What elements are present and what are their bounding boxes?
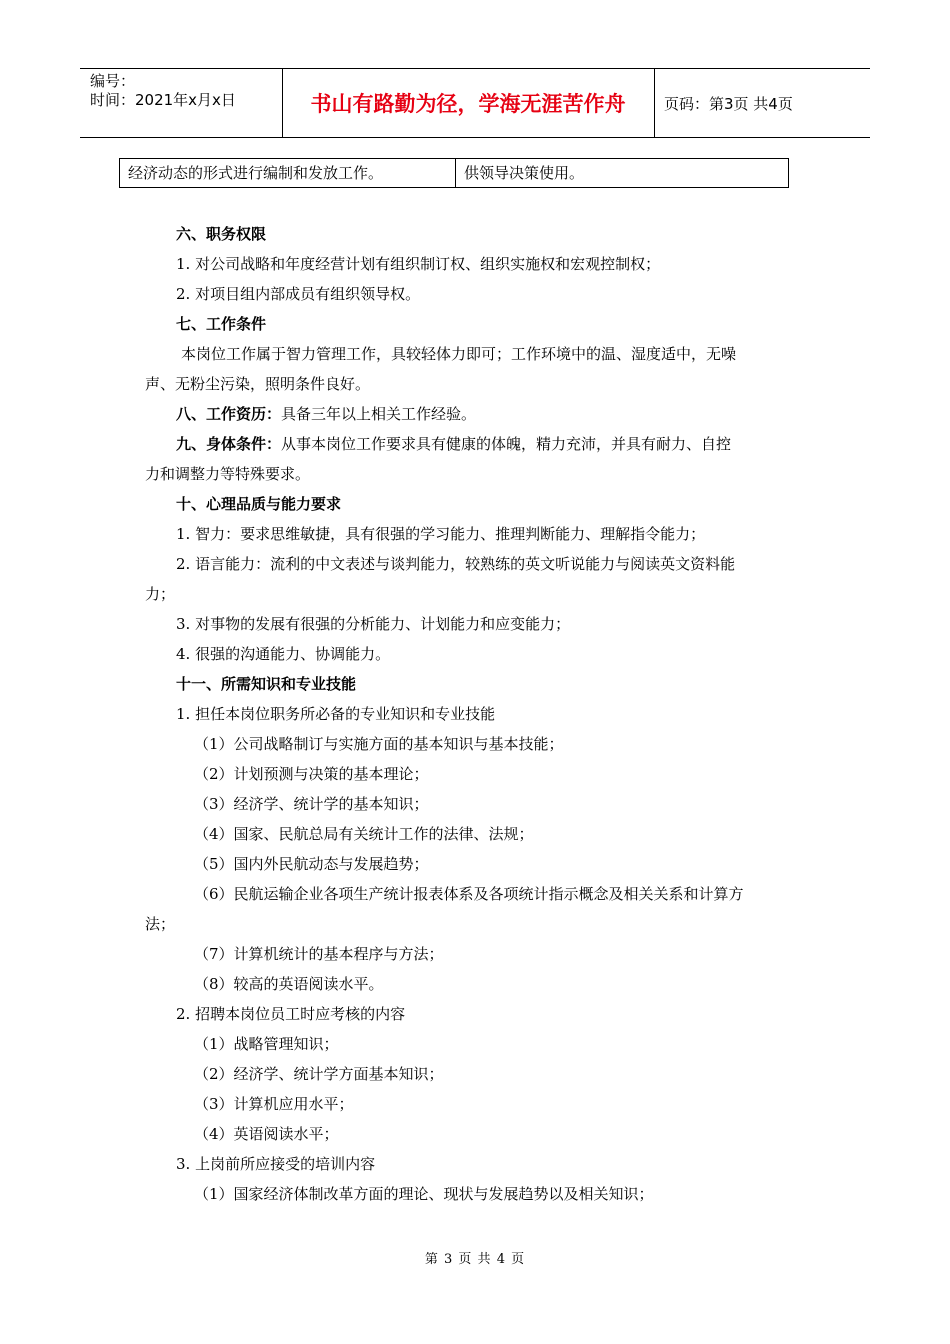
- duty-table-row: [119, 158, 789, 188]
- subsection-heading: 1. 担任本岗位职务所必备的专业知识和专业技能: [176, 705, 496, 723]
- list-item: 4. 很强的沟通能力、协调能力。: [176, 645, 391, 663]
- header-page-number: 页码：第3页 共4页: [664, 94, 793, 113]
- header-divider: [654, 69, 655, 137]
- list-item: 1. 对公司战略和年度经营计划有组织制订权、组织实施权和宏观控制权；: [176, 255, 661, 273]
- list-item: 2. 对项目组内部成员有组织领导权。: [176, 285, 421, 303]
- section-heading: 九、身体条件：: [176, 435, 282, 453]
- section-text: 具备三年以上相关工作经验。: [281, 405, 477, 423]
- subsection-heading: 2. 招聘本岗位员工时应考核的内容: [176, 1005, 406, 1023]
- page-footer: 第 3 页 共 4 页: [424, 1252, 526, 1267]
- list-item: （1）公司战略制订与实施方面的基本知识与基本技能；: [194, 735, 564, 753]
- document-date-label: 时间：2021年x月x日: [90, 91, 236, 109]
- paragraph-line: 声、无粉尘污染，照明条件良好。: [145, 375, 371, 393]
- header-meta: [90, 72, 236, 110]
- section-heading: 八、工作资历：: [176, 405, 282, 423]
- list-item: （3）经济学、统计学的基本知识；: [194, 795, 429, 813]
- list-item: 1. 智力：要求思维敏捷，具有很强的学习能力、推理判断能力、理解指令能力；: [176, 525, 706, 543]
- list-item: （4）国家、民航总局有关统计工作的法律、法规；: [194, 825, 534, 843]
- section-heading: 十、心理品质与能力要求: [176, 495, 342, 513]
- list-item: （5）国内外民航动态与发展趋势；: [194, 855, 429, 873]
- list-item: （8）较高的英语阅读水平。: [194, 975, 384, 993]
- list-item: （2）计划预测与决策的基本理论；: [194, 765, 429, 783]
- paragraph-line: 力和调整力等特殊要求。: [145, 465, 311, 483]
- list-item: （1）战略管理知识；: [194, 1035, 339, 1053]
- section-heading: 十一、所需知识和专业技能: [176, 675, 357, 693]
- header-motto: 书山有路勤为径，学海无涯苦作舟: [310, 92, 626, 116]
- table-cell-right: 供领导决策使用。: [464, 164, 585, 182]
- list-item: （7）计算机统计的基本程序与方法；: [194, 945, 444, 963]
- paragraph-line: [176, 404, 476, 424]
- list-item: （4）英语阅读水平；: [194, 1125, 339, 1143]
- paragraph-line: 本岗位工作属于智力管理工作，具较轻体力即可；工作环境中的温、湿度适中，无噪: [181, 345, 737, 363]
- section-heading: 六、职务权限: [176, 225, 267, 243]
- subsection-heading: 3. 上岗前所应接受的培训内容: [176, 1155, 376, 1173]
- list-item: 3. 对事物的发展有很强的分析能力、计划能力和应变能力；: [176, 615, 571, 633]
- section-text: 从事本岗位工作要求具有健康的体魄，精力充沛，并具有耐力、自控: [281, 435, 732, 453]
- list-item: （3）计算机应用水平；: [194, 1095, 354, 1113]
- document-number-label: 编号：: [90, 72, 136, 90]
- list-item-continuation: 法；: [145, 915, 176, 933]
- paragraph-line: [176, 434, 731, 454]
- list-item: （6）民航运输企业各项生产统计报表体系及各项统计指示概念及相关关系和计算方: [194, 885, 744, 903]
- page-header: [80, 68, 870, 138]
- list-item: 2. 语言能力：流利的中文表述与谈判能力，较熟练的英文听说能力与阅读英文资料能: [176, 555, 736, 573]
- table-cell-left: 经济动态的形式进行编制和发放工作。: [128, 164, 384, 182]
- table-divider: [455, 159, 456, 187]
- section-heading: 七、工作条件: [176, 315, 267, 333]
- list-item: （1）国家经济体制改革方面的理论、现状与发展趋势以及相关知识；: [194, 1185, 654, 1203]
- list-item: （2）经济学、统计学方面基本知识；: [194, 1065, 444, 1083]
- list-item-continuation: 力；: [145, 585, 176, 603]
